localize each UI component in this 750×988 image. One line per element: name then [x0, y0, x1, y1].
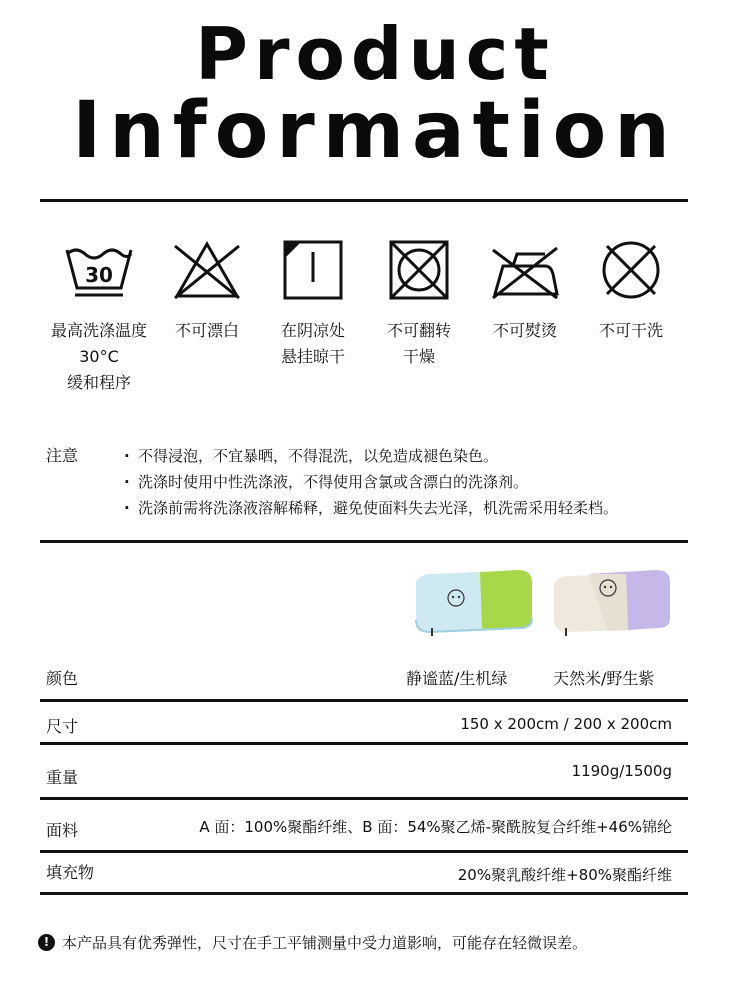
divider-top [40, 199, 688, 202]
no-bleach-icon [171, 240, 243, 300]
care-text-dry-clean: 不可干洗 [598, 321, 663, 340]
care-text-dry-2: 悬挂晾干 [280, 347, 345, 366]
spec-label-size: 尺寸 [46, 717, 79, 736]
exclamation-icon: ! [38, 934, 55, 951]
footnote-text: 本产品具有优秀弹性，尺寸在手工平铺测量中受力道影响，可能存在轻微误差。 [62, 934, 588, 952]
spec-value-weight: 1190g/1500g [571, 762, 672, 780]
notes-label: 注意 [46, 446, 79, 465]
note-item: · 洗涤前需将洗涤液溶解稀释，避免使面料失去光泽，机洗需采用轻柔档。 [124, 495, 694, 521]
divider-notes [40, 540, 688, 543]
divider-bottom [40, 892, 688, 895]
care-text-wash-1: 最高洗涤温度 [50, 321, 147, 340]
care-item-dry-shade [258, 240, 368, 370]
spec-label-filling: 填充物 [46, 863, 95, 882]
care-item-wash [44, 240, 154, 396]
care-text-bleach: 不可漂白 [174, 321, 239, 340]
color-option-blue-green: 静谧蓝/生机绿 [406, 669, 508, 688]
care-item-tumble [364, 240, 474, 370]
care-text-tumble-2: 干燥 [402, 347, 435, 366]
note-item: · 不得浸泡，不宜暴晒，不得混洗，以免造成褪色染色。 [124, 443, 694, 469]
care-text-dry-1: 在阴凉处 [280, 321, 345, 340]
color-swatch-blue-green [410, 564, 538, 638]
care-text-wash-3: 缓和程序 [66, 373, 131, 392]
care-text-tumble-1: 不可翻转 [386, 321, 451, 340]
title-information: Information [72, 86, 678, 176]
care-symbols-row [40, 240, 688, 410]
care-item-bleach [152, 240, 262, 344]
footnote [38, 932, 587, 953]
no-dry-clean-icon [595, 240, 667, 300]
svg-text:30: 30 [85, 263, 113, 287]
care-text-iron: 不可熨烫 [492, 321, 557, 340]
spec-label-fabric: 面料 [46, 821, 79, 840]
spec-value-size: 150 x 200cm / 200 x 200cm [460, 715, 672, 733]
care-item-iron [470, 240, 580, 344]
line-dry-shade-icon [277, 240, 349, 300]
color-swatch-beige-purple [548, 564, 676, 638]
spec-value-filling: 20%聚乳酸纤维+80%聚酯纤维 [457, 866, 672, 884]
divider-size [40, 742, 688, 745]
no-iron-icon [489, 240, 561, 300]
care-item-dry-clean [576, 240, 686, 344]
spec-label-color: 颜色 [46, 669, 79, 688]
note-item: · 洗涤时使用中性洗涤液，不得使用含氯或含漂白的洗涤剂。 [124, 469, 694, 495]
spec-label-weight: 重量 [46, 768, 79, 787]
divider-color [40, 699, 688, 702]
care-text-wash-2: 30°C [79, 347, 119, 366]
spec-value-fabric: A 面：100%聚酯纤维、B 面：54%聚乙烯-聚酰胺复合纤维+46%锦纶 [199, 818, 672, 836]
title-product: Product [195, 12, 555, 96]
divider-fabric [40, 850, 688, 853]
notes-list [124, 443, 694, 521]
wash-30-gentle-icon [63, 240, 135, 300]
divider-weight [40, 797, 688, 800]
color-option-beige-purple: 天然米/野生紫 [553, 669, 655, 688]
no-tumble-dry-icon [383, 240, 455, 300]
